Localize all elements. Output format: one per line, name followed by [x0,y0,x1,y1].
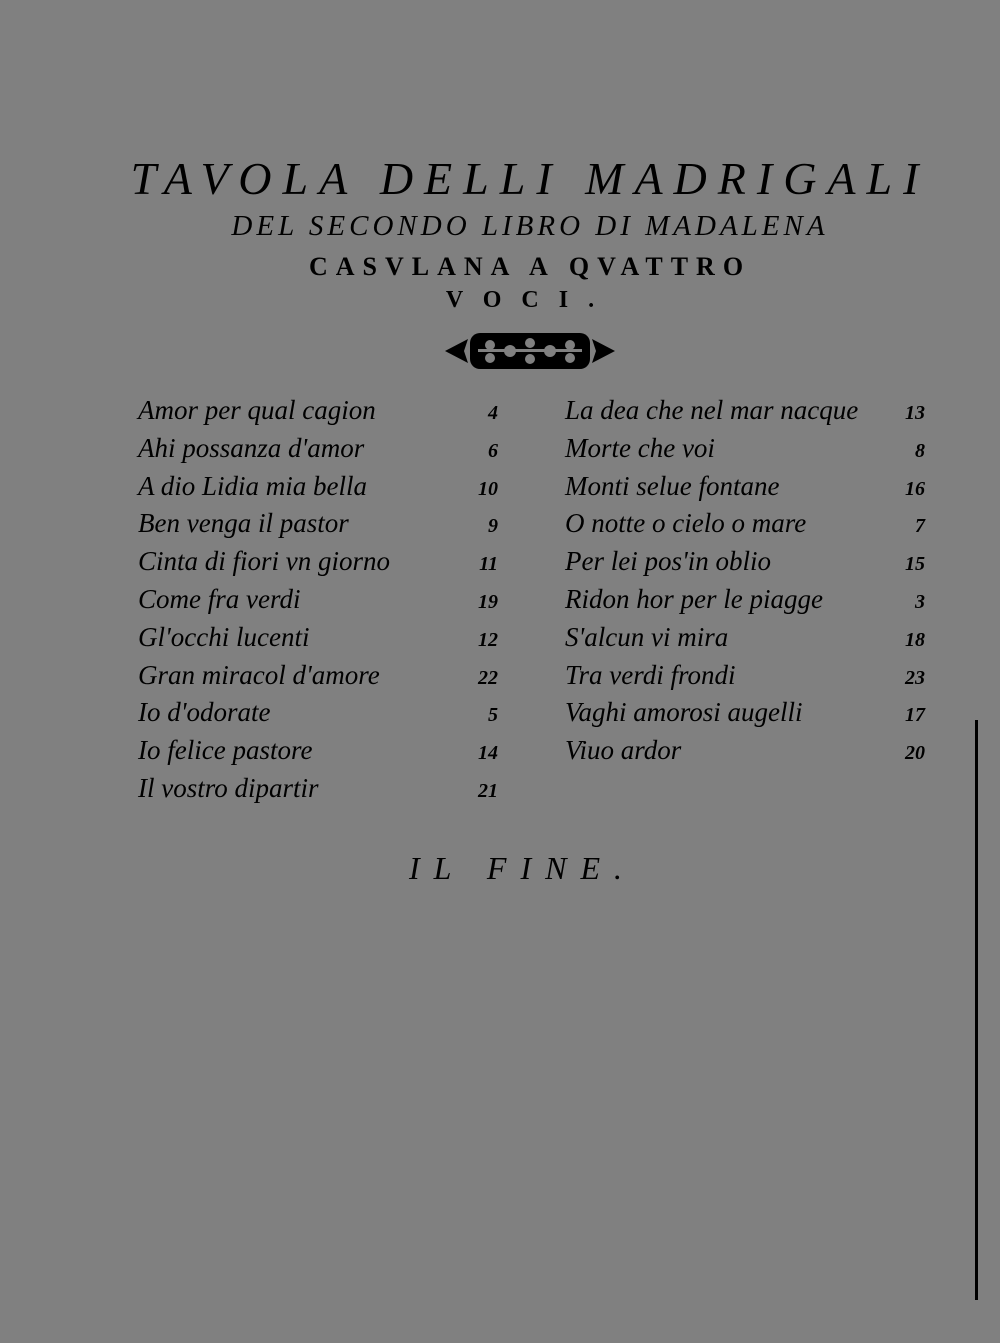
index-entry [138,471,498,509]
page-number: 5 [488,704,498,727]
madrigal-title: Cinta di fiori vn giorno [138,546,391,577]
madrigal-title: Tra verdi frondi [565,659,736,690]
end-mark: IL FINE. [409,850,636,886]
madrigal-title: Morte che voi [565,432,715,463]
index-entry [138,697,498,735]
page-number: 10 [478,477,498,500]
index-entry [565,546,925,584]
madrigal-title: Monti selue fontane [565,470,780,501]
madrigal-title: Vaghi amorosi augelli [565,697,803,728]
page-number: 4 [488,402,498,424]
index-entry [138,660,498,698]
madrigal-title: Ridon hor per le piagge [565,583,823,614]
madrigal-title: O notte o cielo o mare [565,508,807,539]
page-number: 17 [905,704,925,727]
page-number: 15 [905,553,925,576]
madrigal-title: Per lei pos'in oblio [565,546,772,577]
index-entry [138,395,498,433]
page-number: 8 [915,439,925,462]
index-entry [138,622,498,660]
index-entry [565,433,925,471]
index-entry [565,395,925,433]
page-number: 18 [905,628,925,651]
composer-line: CASVLANA A QVATTRO [308,252,752,281]
madrigal-title: La dea che nel mar nacque [565,395,859,425]
table-title: TAVOLA DELLI MADRIGALI [130,153,930,204]
page-number: 3 [915,590,925,613]
page-number: 22 [478,666,498,689]
fleuron-ornament-icon [440,325,620,377]
index-left-column [138,395,498,811]
madrigal-title: Io felice pastore [138,735,313,766]
page-edge-line [975,720,978,1300]
index-entry [565,735,925,773]
madrigal-title: Ben venga il pastor [138,508,349,539]
page-number: 14 [478,742,498,765]
page-number: 19 [478,590,498,613]
madrigal-title: Viuo ardor [565,735,682,766]
index-entry [138,773,498,811]
index-entry [565,508,925,546]
index-entry [565,471,925,509]
page-number: 21 [478,779,498,802]
page-number: 9 [488,515,498,538]
page-number: 23 [905,666,925,689]
page-number: 11 [479,553,498,576]
page-number: 13 [905,402,925,424]
index-entry [138,584,498,622]
index-right-column [565,395,925,773]
index-entry [138,508,498,546]
page-number: 7 [915,515,925,538]
voices-line: VOCI. [445,287,615,313]
madrigal-title: Ahi possanza d'amor [138,432,365,463]
page-number: 20 [905,742,925,765]
index-entry [138,546,498,584]
page-number: 16 [905,477,925,500]
madrigal-title: Io d'odorate [138,697,271,728]
index-entry [565,660,925,698]
table-subtitle: DEL SECONDO LIBRO DI MADALENA [231,210,829,242]
index-entry [565,622,925,660]
page-number: 6 [488,439,498,462]
page-number: 12 [478,628,498,651]
index-entry [565,697,925,735]
madrigal-title: Il vostro dipartir [138,772,319,803]
index-entry [138,433,498,471]
madrigal-title: Amor per qual cagion [138,395,376,425]
madrigal-title: Gl'occhi lucenti [138,621,310,652]
madrigal-title: S'alcun vi mira [565,621,729,652]
index-entry [565,584,925,622]
madrigal-title: Gran miracol d'amore [138,659,380,690]
madrigal-title: Come fra verdi [138,583,301,614]
madrigal-title: A dio Lidia mia bella [138,470,368,501]
index-entry [138,735,498,773]
